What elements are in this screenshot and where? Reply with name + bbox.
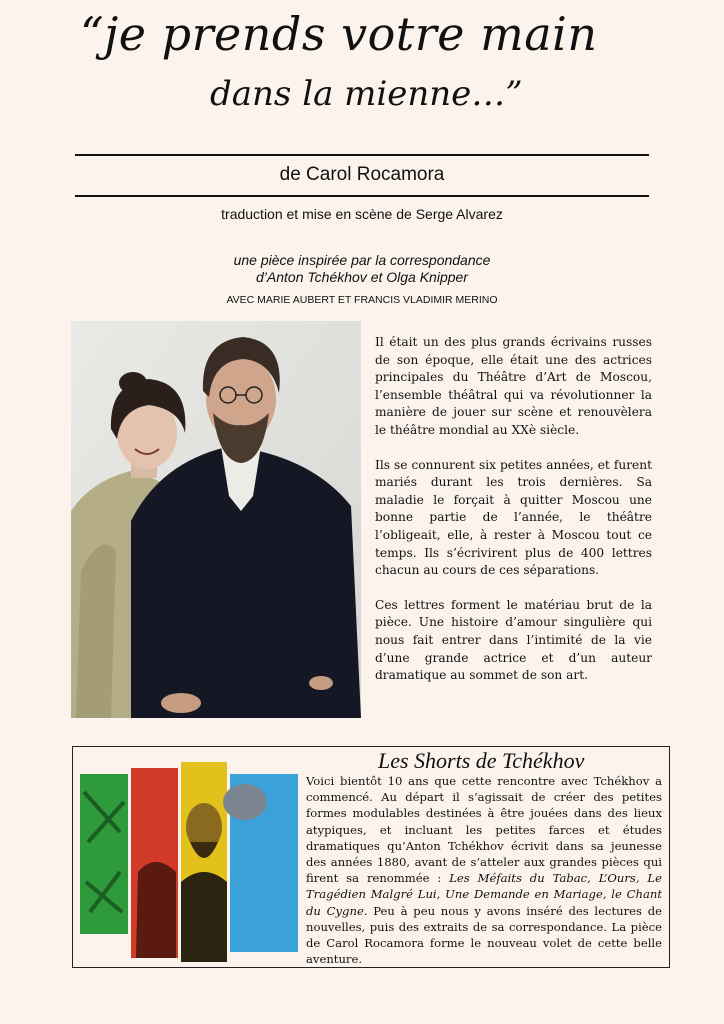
shorts-text-titles: Les Méfaits du Tabac, L’Ours, Le Tragédien Malgré Lui, Une Demande en Mariage, le Chant du Cygne. — [306, 871, 662, 918]
title-line-1: “je prends votre main — [80, 7, 598, 61]
shorts-text-intro: Voici bientôt 10 ans que cette rencontre avec Tchékhov a commencé. Au départ il s’agissait de créer des petites formes modulables destinées à être jouées dans des lieux atypiques, et incluant les petites farces et études dramatiques qu’Anton Tchékhov écrivit dans sa jeunesse des années 1880, avant de s’atteler aux grandes pièces qui firent sa renommée : — [306, 774, 662, 886]
inspiration-line-1: une pièce inspirée par la correspondance — [233, 252, 491, 268]
cast-line: AVEC MARIE AUBERT ET FRANCIS VLADIMIR MERINO — [226, 294, 498, 306]
divider-top — [75, 154, 649, 156]
woman-dress-shade — [76, 544, 116, 718]
author-line: de Carol Rocamora — [279, 164, 445, 185]
man-hand-right — [309, 676, 333, 690]
man-hand — [161, 693, 201, 713]
title-line-2: dans la mienne…” — [210, 74, 523, 114]
shorts-text — [306, 773, 662, 967]
shorts-color-strips-image — [80, 762, 300, 962]
couple-portrait-photo — [71, 321, 361, 718]
inspiration-note — [0, 252, 724, 286]
paragraph-2: Ils se connurent six petites années, et furent mariés durant les trois dernières. Sa maladie le forçait à quitter Moscou une bonne partie de l’année, le théâtre l’obligeait, elle, à rester à Moscou tout ce temps. Ils s’écrivirent plus de 400 lettres chacun au cours de ces séparations. — [375, 457, 652, 578]
strip-blue-hat — [223, 784, 267, 820]
divider-bottom — [75, 195, 649, 197]
paragraph-1: Il était un des plus grands écrivains russes de son époque, elle était une des actrices principales du Théâtre d’Art de Moscou, l’ensemble théâtral qui va révolutionner la manière de jouer sur scène et renouvèlera le théâtre mondial au XXè siècle. — [375, 335, 652, 437]
shorts-text-outro: Peu à peu nous y avons inséré des lectures de nouvelles, puis des extraits de sa correspondance. La pièce de Carol Rocamora forme le nouveau volet de cette belle aventure. — [306, 903, 663, 967]
strip-red-figure — [136, 862, 176, 958]
woman-hair-bun — [119, 372, 147, 394]
strip-yellow-coat — [181, 872, 227, 962]
shorts-title: Les Shorts de Tchékhov — [378, 748, 585, 773]
translation-credit: traduction et mise en scène de Serge Alvarez — [221, 206, 503, 222]
body-text — [375, 334, 652, 702]
paragraph-3: Ces lettres forment le matériau brut de la pièce. Une histoire d’amour singulière qui nous fait entrer dans l’intimité de la vie d’une grande actrice et d’un auteur dramatique au sommet de son art. — [375, 597, 652, 683]
inspiration-line-2: d’Anton Tchékhov et Olga Knipper — [256, 269, 468, 285]
